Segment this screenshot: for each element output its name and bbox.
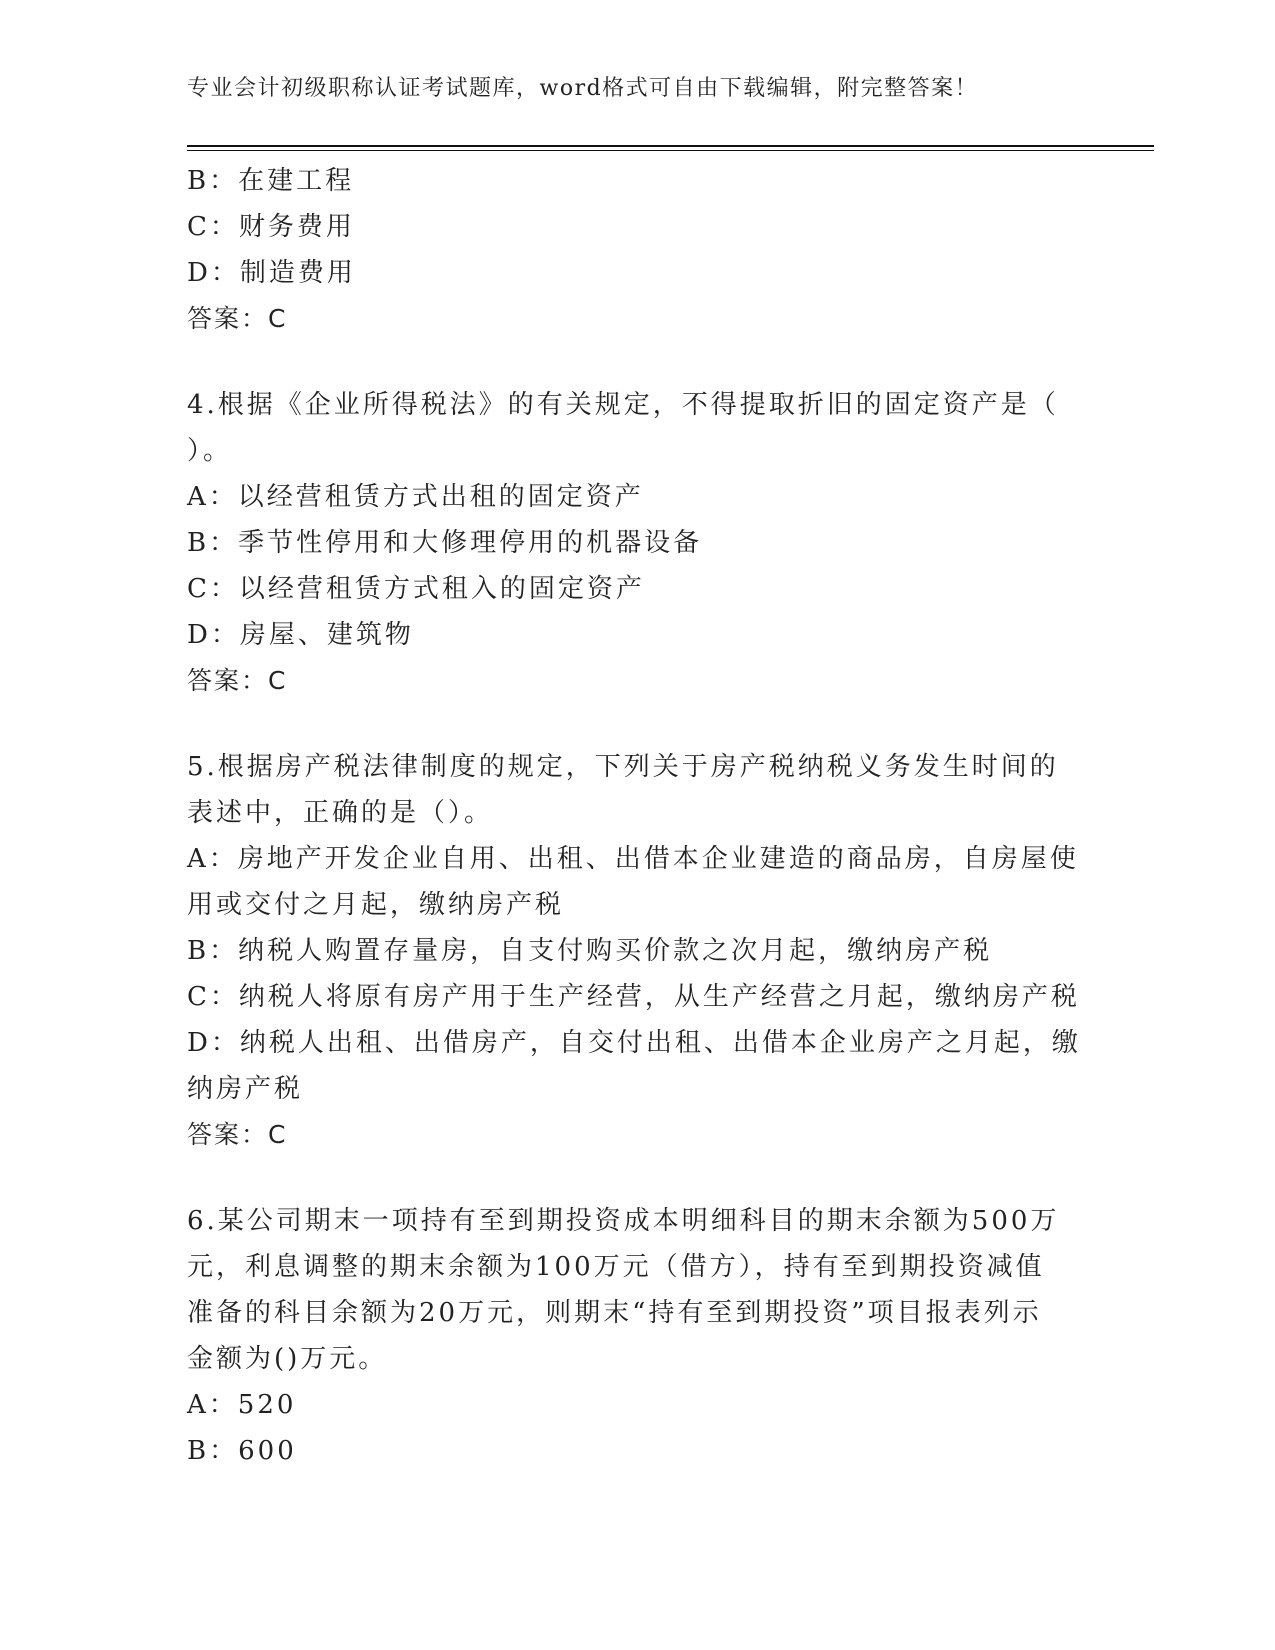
q4-option-b: B：季节性停用和大修理停用的机器设备 xyxy=(187,528,703,558)
q5-stem-line-2: 表述中，正确的是（）。 xyxy=(187,798,494,828)
q6-option-a: A：520 xyxy=(187,1390,297,1420)
question-3-tail xyxy=(187,158,1087,342)
q6-stem-line-2: 元，利息调整的期末余额为100万元（借方），持有至到期投资减值 xyxy=(187,1252,1045,1282)
q3-option-b: B：在建工程 xyxy=(187,166,355,196)
q5-option-a-line-1: A：房地产开发企业自用、出租、出借本企业建造的商品房，自房屋使 xyxy=(187,844,1079,874)
q4-option-c: C：以经营租赁方式租入的固定资产 xyxy=(187,574,645,604)
q5-option-b: B：纳税人购置存量房，自支付购买价款之次月起，缴纳房产税 xyxy=(187,936,993,966)
spacer xyxy=(187,342,1087,382)
q4-option-d: D：房屋、建筑物 xyxy=(187,620,414,650)
q4-option-a: A：以经营租赁方式出租的固定资产 xyxy=(187,482,644,512)
q5-option-d-line-1: D：纳税人出租、出借房产，自交付出租、出借本企业房产之月起，缴 xyxy=(187,1028,1081,1058)
spacer xyxy=(187,1158,1087,1198)
q3-option-c: C：财务费用 xyxy=(187,212,355,242)
spacer xyxy=(187,704,1087,744)
header-divider xyxy=(187,145,1154,147)
question-content xyxy=(187,158,1087,1474)
q4-stem-line-2: ）。 xyxy=(187,436,233,466)
q3-option-d: D：制造费用 xyxy=(187,258,356,288)
q3-answer: 答案：C xyxy=(187,304,288,333)
q4-answer: 答案：C xyxy=(187,666,288,695)
q6-option-b: B：600 xyxy=(187,1436,297,1466)
q6-stem-line-1: 6.某公司期末一项持有至到期投资成本明细科目的期末余额为500万 xyxy=(187,1206,1060,1236)
question-5 xyxy=(187,744,1087,1158)
q6-stem-line-3: 准备的科目余额为20万元，则期末“持有至到期投资”项目报表列示 xyxy=(187,1298,1042,1328)
q5-option-d-line-2: 纳房产税 xyxy=(187,1074,304,1104)
q4-stem-line-1: 4.根据《企业所得税法》的有关规定，不得提取折旧的固定资产是（ xyxy=(187,390,1059,420)
q5-stem-line-1: 5.根据房产税法律制度的规定，下列关于房产税纳税义务发生时间的 xyxy=(187,752,1059,782)
question-4 xyxy=(187,382,1087,704)
question-6 xyxy=(187,1198,1087,1474)
q6-stem-line-4: 金额为()万元。 xyxy=(187,1344,388,1374)
q5-option-c: C：纳税人将原有房产用于生产经营，从生产经营之月起，缴纳房产税 xyxy=(187,982,1080,1012)
q5-option-a-line-2: 用或交付之月起，缴纳房产税 xyxy=(187,890,565,920)
page-header: 专业会计初级职称认证考试题库，word格式可自由下载编辑，附完整答案！ xyxy=(187,76,979,101)
q5-answer: 答案：C xyxy=(187,1120,288,1149)
